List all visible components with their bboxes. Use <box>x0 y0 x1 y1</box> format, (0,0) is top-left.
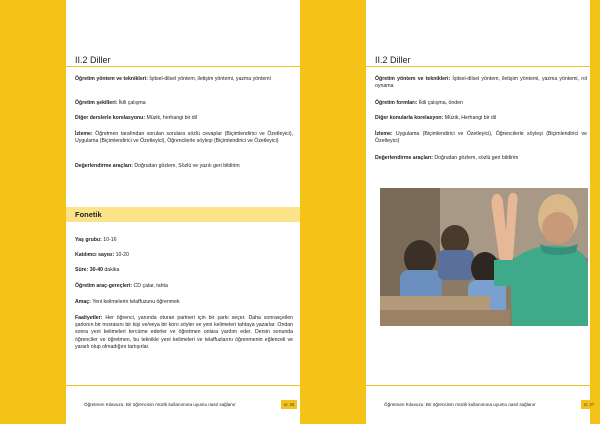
left-item-methods: Öğretim yöntem ve teknikleri: İşitsel-dilsel yöntem, iletişim yöntemi, yazma yöntemi <box>75 76 271 82</box>
left-footer-rule <box>66 385 300 386</box>
fonetik-materials: Öğretim araç-gereçleri: CD çalar, tahta <box>75 283 168 289</box>
right-footer-rule <box>366 385 590 386</box>
fonetik-title: Fonetik <box>75 210 102 219</box>
right-item-assessment: Değerlendirme araçları: Doğrudan gözlem, sözlü geri bildirim <box>375 155 519 161</box>
left-item-monitoring: İzleme: Öğretmen tarafından sorulan sorulara sözlü cevaplar (Biçimlendirici ve Özetleyici), Uygulama (Biçimlendirici ve Özetleyici), Öğrencilerle söyleşi (Biçimlendirici ve Özetleyici) <box>75 131 293 145</box>
fonetik-duration: Süre: 30-40 dakika <box>75 267 120 273</box>
left-footer-text: Öğretmen Kılavuzu: Bir öğrencinin müzik kullanımına uyumu nasıl sağlanır <box>84 402 236 407</box>
left-title-rule <box>66 66 300 67</box>
right-section-title: II.2 Diller <box>375 55 411 65</box>
right-footer-text: Öğretmen Kılavuzu: Bir öğrencinin müzik kullanımına uyumu nasıl sağlanır <box>384 402 536 407</box>
center-margin-band <box>300 0 366 424</box>
left-item-assessment: Değerlendirme araçları: Doğrudan gözlem, Sözlü ve yazılı geri bildirim <box>75 163 240 169</box>
left-section-title: II.2 Diller <box>75 55 111 65</box>
fonetik-participants: Katılımcı sayısı: 10-20 <box>75 252 129 258</box>
right-page-number: sr. 27 <box>581 400 597 409</box>
fonetik-age-group: Yaş grubu: 10-16 <box>75 237 117 243</box>
fonetik-activities: Faaliyetler: Her öğrenci, yanında oturan partneri için bir şarkı seçer. Daha sonrasçeilen şarkının bir mısrasını bir kişi ve/veya bir koro söyler ve yeni kelimeleri tahtaya yazarlar. Ondan sonra yeni kelimeleri tercüme ederler ve öğretmen onlara yardım eder. Dersin sonunda öğrenciler ve öğretmen, bu teknikle yeni kelimeleri ve telaffuzlarını öğrenmenin eğlenceli ve yararlı olup olmadığını tartışırlar. <box>75 315 293 350</box>
right-item-monitoring: İzleme: Uygulama (Biçimlendirici ve Özetleyici), Öğrencilerle söyleşi (Biçimlendirici ve Özetleyici) <box>375 131 587 145</box>
classroom-photo <box>380 188 588 326</box>
right-item-forms: Öğretim formları: İkili çalışma, önden <box>375 100 463 106</box>
right-margin-band <box>590 0 600 424</box>
right-title-rule <box>366 66 590 67</box>
fonetik-aim: Amaç: Yeni kelimelerin telaffuzunu öğrenmek <box>75 299 180 305</box>
left-margin-band <box>0 0 66 424</box>
left-page-number: sr. 26 <box>281 400 297 409</box>
left-item-forms: Öğretim şekilleri: İkili çalışma <box>75 100 146 106</box>
left-item-correlation: Diğer derslerle korelasyonu: Müzik, herhangi bir dil <box>75 115 197 121</box>
right-item-correlation: Diğer konularla korelasyon: Müzik, Herhangi bir dil <box>375 115 497 121</box>
right-item-methods: Öğretim yöntem ve teknikleri: İşitsel-dilsel yöntem, iletişim yöntemi, yazma yöntemi, rol oynama <box>375 76 587 90</box>
